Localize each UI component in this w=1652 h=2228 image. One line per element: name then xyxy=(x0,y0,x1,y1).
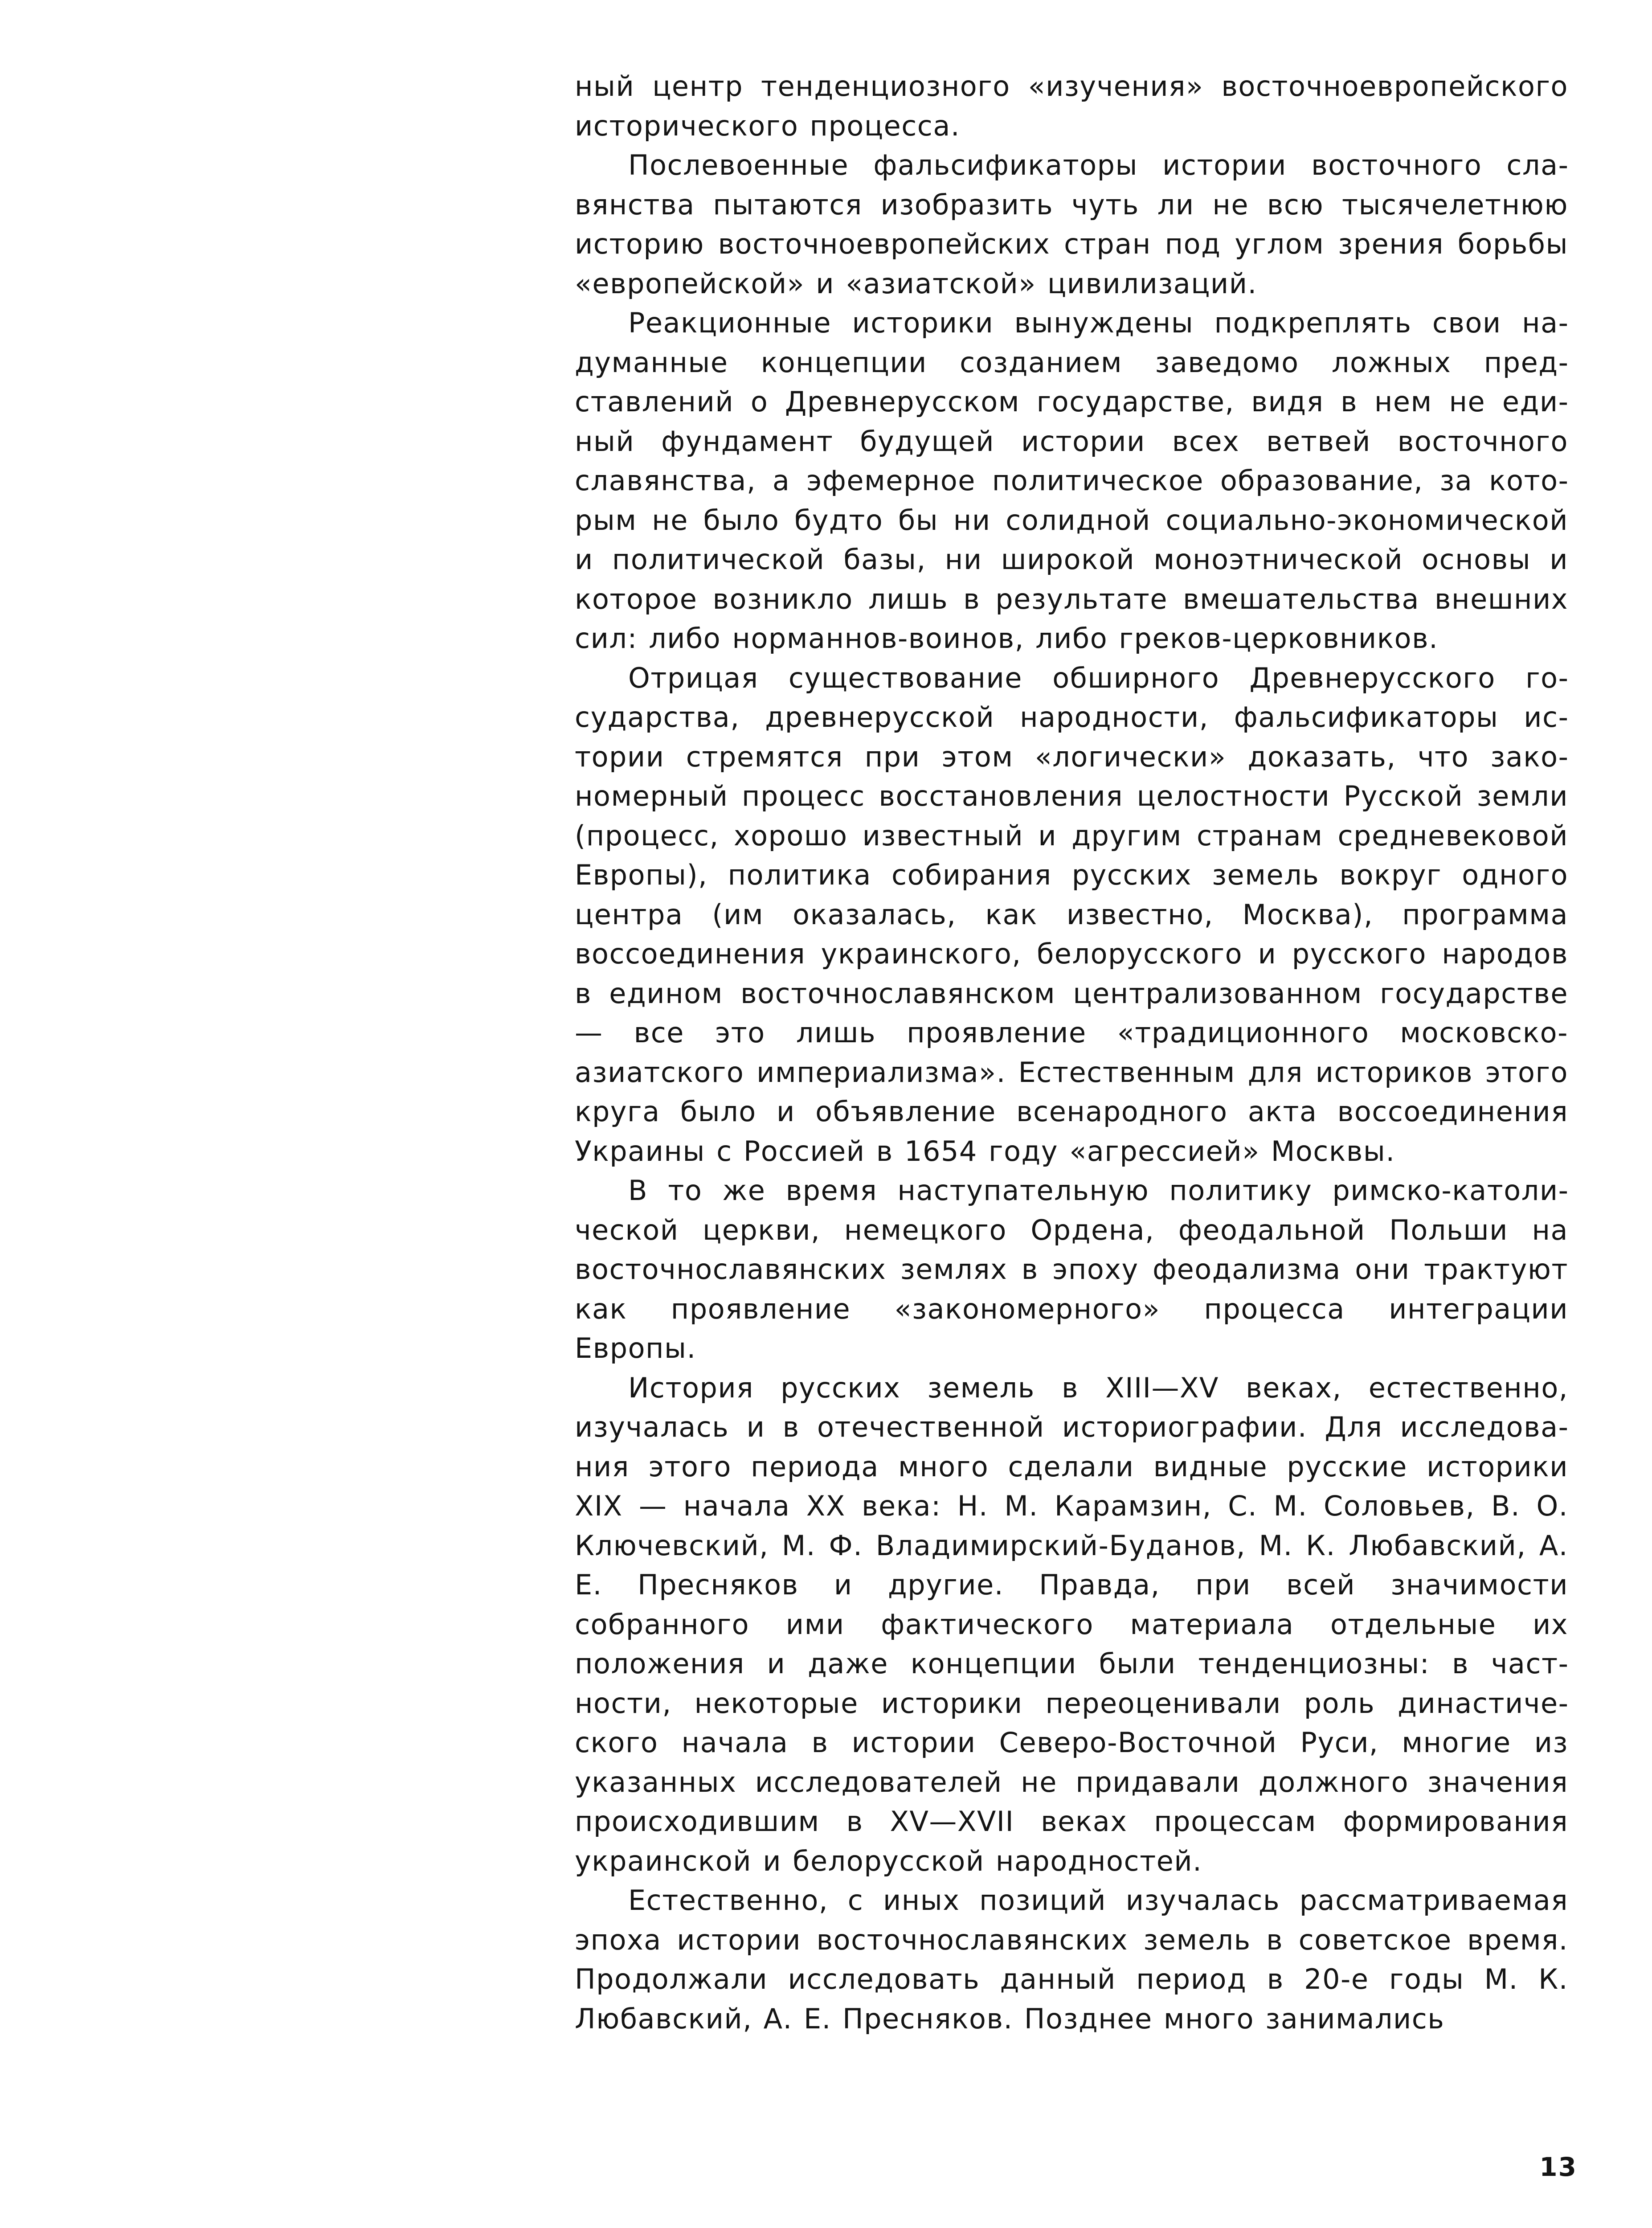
paragraph-denying-old-rus-state: Отрицая существование обширного Древнерусского государства, древнерусской народности, фальсификаторы истории стремятся при этом «логически» доказать, что закономерный процесс восстановления целостности Русской земли (процесс, хорошо известный и другим странам средневековой Европы), политика собирания русских земель вокруг одного центра (им оказалась, как известно, Москва), программа воссоединения украинского, белорусского и русского народов в едином восточнославянском централизованном государстве — все это лишь проявление «традиционного московско-азиатского империализма». Естественным для историков этого круга было и объявление всенародного акта воссоединения Украины с Россией в 1654 году «агрессией» Москвы. xyxy=(575,661,1568,1167)
page-body xyxy=(575,67,1568,2039)
paragraph-reactionary-historians: Реакционные историки вынуждены подкреплять свои надуманные концепции созданием заведомо ложных представлений о Древнерусском государстве, видя в нем не единый фундамент будущей истории всех ветвей восточного славянства, а эфемерное политическое образование, за которым не было будто бы ни солидной социально-экономической и политической базы, ни широкой моноэтнической основы и которое возникло лишь в результате вмешательства внешних сил: либо норманнов-воинов, либо греков-церковников. xyxy=(575,307,1568,655)
paragraph-soviet-period: Естественно, с иных позиций изучалась рассматриваемая эпоха истории восточнославянских земель в советское время. Продолжали исследовать данный период в 20-е годы М. К. Любавский, А. Е. Пресняков. Позднее много занимались xyxy=(575,1884,1568,2035)
paragraph-falsifiers: Послевоенные фальсификаторы истории восточного славянства пытаются изобразить чуть ли не всю тысячелетнюю историю восточноевропейских стран под углом зрения борьбы «европейской» и «азиатской» цивилизаций. xyxy=(575,149,1568,300)
paragraph-russian-historiography: История русских земель в XIII—XV веках, естественно, изучалась и в отечественной историографии. Для исследования этого периода много сделали видные русские историки XIX — начала XX века: Н. М. Карамзин, С. М. Соловьев, В. О. Ключевский, М. Ф. Владимирский-Буданов, М. К. Любавский, А. Е. Пресняков и другие. Правда, при всей значимости собранного ими фактического материала отдельные их положения и даже концепции были тенденциозны: в частности, некоторые историки переоценивали роль династического начала в истории Северо-Восточной Руси, многие из указанных исследователей не придавали должного значения происходившим в XV—XVII веках процессам формирования украинской и белорусской народностей. xyxy=(575,1371,1568,1877)
paragraph-catholic-church-policy: В то же время наступательную политику римско-католической церкви, немецкого Ордена, феодальной Польши на восточнославянских землях в эпоху феодализма они трактуют как проявление «закономерного» процесса интеграции Европы. xyxy=(575,1174,1568,1364)
page-number: 13 xyxy=(1539,2152,1577,2182)
paragraph-continuation: ный центр тенденциозного «изучения» восточноевропейского исторического процесса. xyxy=(575,70,1568,142)
